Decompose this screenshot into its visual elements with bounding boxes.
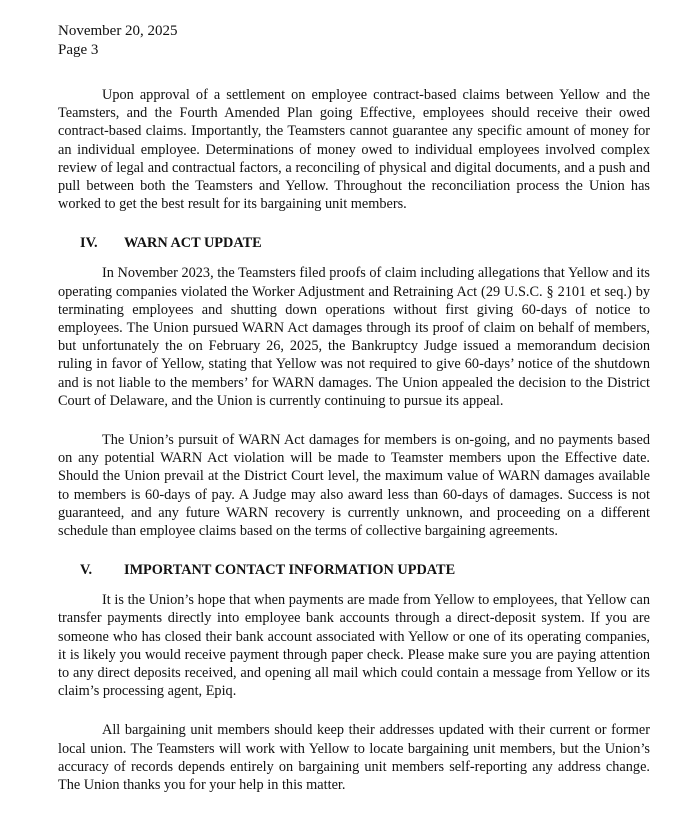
paragraph-direct-deposit: It is the Union’s hope that when payments are made from Yellow to employees, that Yellow can transfer payments directly into employee bank accounts through a direct-deposit system. If you are someone who has closed their bank account associated with Yellow or one of its operating companies, it is likely you would receive payment through paper check. Please make sure you are paying attention to any direct deposits received, and opening all mail which could contain a message from Yellow or its claim’s processing agent, Epiq. <box>58 592 650 700</box>
paragraph-address-update: All bargaining unit members should keep their addresses updated with their current or former local union. The Teamsters will work with Yellow to locate bargaining unit members, but the Union’s accuracy of records depends entirely on bargaining unit members self-reporting any address change. The Union thanks you for your help in this matter. <box>58 722 650 794</box>
section-title: WARN ACT UPDATE <box>124 235 262 252</box>
letter-date: November 20, 2025 <box>58 23 178 39</box>
section-title: IMPORTANT CONTACT INFORMATION UPDATE <box>124 562 456 579</box>
page-number: Page 3 <box>58 42 99 58</box>
section-number: V. <box>80 562 93 579</box>
section-heading-contact <box>80 561 650 579</box>
letter-header <box>58 22 650 60</box>
paragraph-warn-claim: In November 2023, the Teamsters filed proofs of claim including allegations that Yellow and its operating companies violated the Worker Adjustment and Retraining Act (29 U.S.C. § 2101 et seq.) by terminating employees and shutting down operations without first giving 60-days of notice to employees. The Union pursued WARN Act damages through its proof of claim on behalf of members, but unfortunately the on February 26, 2025, the Bankruptcy Judge issued a memorandum decision ruling in favor of Yellow, stating that Yellow was not required to give 60-days’ notice of the shutdown and is not liable to the members’ for WARN damages. The Union appealed the decision to the District Court of Delaware, and the Union is currently continuing to pursue its appeal. <box>58 265 650 409</box>
paragraph-settlement: Upon approval of a settlement on employee contract-based claims between Yellow and the Teamsters, and the Fourth Amended Plan going Effective, employees should receive their owed contract-based claims. Importantly, the Teamsters cannot guarantee any specific amount of money for an individual employee. Determinations of money owed to individual employees involved complex review of legal and contractual factors, a reconciling of physical and digital documents, and a push and pull between both the Teamsters and Yellow. Throughout the reconciliation process the Union has worked to get the best result for its bargaining unit members. <box>58 87 650 213</box>
section-heading-warn <box>80 234 650 252</box>
paragraph-warn-pursuit: The Union’s pursuit of WARN Act damages for members is on-going, and no payments based on any potential WARN Act violation will be made to Teamster members upon the Effective date. Should the Union prevail at the District Court level, the maximum value of WARN damages available to members is 60-days of pay. A Judge may also award less than 60-days of damages. Success is not guaranteed, and any future WARN recovery is currently unknown, and proceeding on a different schedule than employee claims based on the terms of collective bargaining agreements. <box>58 432 650 540</box>
section-number: IV. <box>80 235 98 252</box>
